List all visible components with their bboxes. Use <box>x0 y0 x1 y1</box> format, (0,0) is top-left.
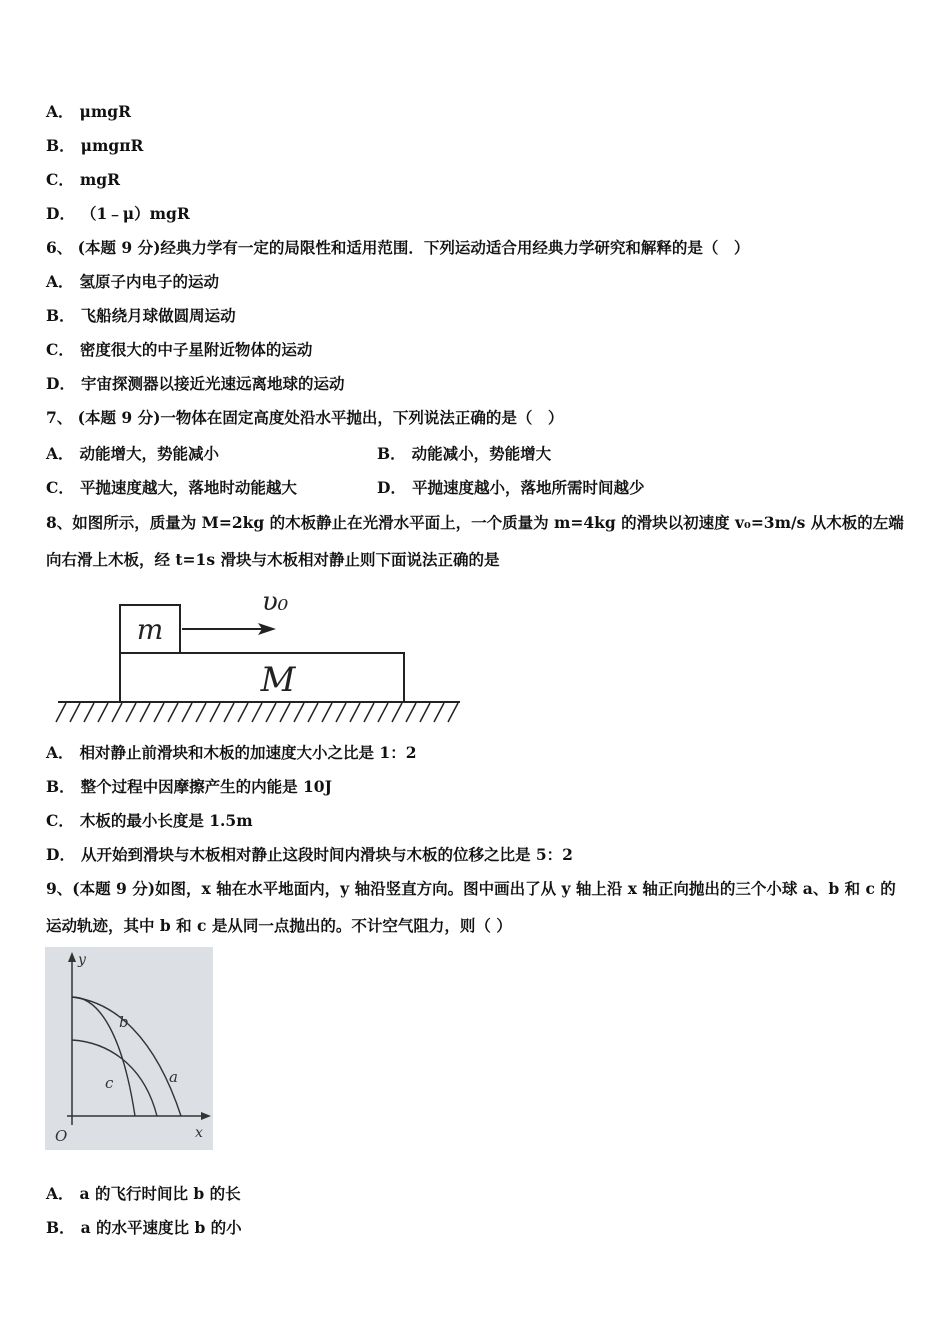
q8-option-d <box>46 845 573 865</box>
q9-option-b <box>46 1218 242 1238</box>
option-text: 动能减小，势能增大 <box>411 444 552 463</box>
option-label: A． <box>46 444 74 463</box>
q6-option-b <box>46 306 236 326</box>
q7-option-c <box>46 478 297 498</box>
option-label: B． <box>46 1218 75 1237</box>
option-text: 整个过程中因摩擦产生的内能是 10J <box>80 777 332 796</box>
q6-option-c <box>46 340 312 360</box>
q8-stem-line2: 向右滑上木板，经 t=1s 滑块与木板相对静止则下面说法正确的是 <box>46 550 500 569</box>
option-label: B． <box>377 444 406 463</box>
option-label: A． <box>46 743 74 762</box>
option-text: a 的水平速度比 b 的小 <box>80 1218 242 1237</box>
option-text: μmgR <box>79 102 131 121</box>
curve-b-label: b <box>119 1013 129 1031</box>
option-text: 平抛速度越小，落地所需时间越少 <box>411 478 645 497</box>
origin-label: O <box>55 1127 68 1145</box>
option-label: A． <box>46 102 74 121</box>
ground-hatching <box>56 703 458 722</box>
option-text: 飞船绕月球做圆周运动 <box>80 306 236 325</box>
q9-option-a <box>46 1184 241 1204</box>
q6-option-a <box>46 272 219 292</box>
curve-a-label: a <box>169 1068 178 1086</box>
option-text: 平抛速度越大，落地时动能越大 <box>79 478 297 497</box>
large-board-label: M <box>260 660 296 700</box>
q9-stem-line2: 运动轨迹，其中 b 和 c 是从同一点抛出的。不计空气阻力，则（ ） <box>46 916 512 935</box>
option-text: 木板的最小长度是 1.5m <box>79 811 253 830</box>
q7-stem: 7、 (本题 9 分)一物体在固定高度处沿水平抛出，下列说法正确的是（ ） <box>46 408 564 427</box>
option-text: 从开始到滑块与木板相对静止这段时间内滑块与木板的位移之比是 5：2 <box>80 845 573 864</box>
option-label: C． <box>46 811 74 830</box>
option-text: 相对静止前滑块和木板的加速度大小之比是 1：2 <box>79 743 417 762</box>
q9-stem-line1: 9、(本题 9 分)如图，x 轴在水平地面内，y 轴沿竖直方向。图中画出了从 y 轴上沿 x 轴正向抛出的三个小球 a、b 和 c 的 <box>46 879 896 898</box>
q8-option-a <box>46 743 417 763</box>
option-text: 动能增大，势能减小 <box>79 444 220 463</box>
q5-option-a <box>46 102 131 122</box>
curve-c-label: c <box>105 1074 114 1092</box>
q5-option-d <box>46 204 190 224</box>
option-label: A． <box>46 272 74 291</box>
option-text: （1﹣μ）mgR <box>80 204 190 223</box>
option-label: B． <box>46 777 75 796</box>
q8-option-c <box>46 811 253 831</box>
q5-option-b <box>46 136 143 156</box>
q9-figure <box>45 947 213 1150</box>
option-text: μmgπR <box>80 136 144 155</box>
option-label: D． <box>46 374 75 393</box>
q8-figure <box>50 586 462 728</box>
trajectory-b-lower <box>72 1040 157 1116</box>
q6-stem: 6、 (本题 9 分)经典力学有一定的局限性和适用范围．下列运动适合用经典力学研究和解释的是（ ） <box>46 238 750 257</box>
option-label: D． <box>46 845 75 864</box>
y-axis-arrow <box>68 952 76 962</box>
option-label: C． <box>46 340 74 359</box>
q5-option-c <box>46 170 120 190</box>
y-axis-label: y <box>78 952 86 968</box>
option-text: 密度很大的中子星附近物体的运动 <box>79 340 313 359</box>
option-text: mgR <box>79 170 120 189</box>
option-label: B． <box>46 136 75 155</box>
small-block-label: m <box>136 613 164 646</box>
q8-stem-line1: 8、如图所示，质量为 M=2kg 的木板静止在光滑水平面上，一个质量为 m=4kg 的滑块以初速度 v₀=3m/s 从木板的左端 <box>46 513 904 532</box>
option-label: D． <box>377 478 406 497</box>
option-label: C． <box>46 478 74 497</box>
q6-option-d <box>46 374 344 394</box>
velocity-label: υ₀ <box>262 587 289 617</box>
option-label: D． <box>46 204 75 223</box>
option-text: 氢原子内电子的运动 <box>79 272 220 291</box>
x-axis-arrow <box>201 1112 211 1120</box>
q8-option-b <box>46 777 332 797</box>
option-label: C． <box>46 170 74 189</box>
option-label: A． <box>46 1184 74 1203</box>
q7-option-a <box>46 444 219 464</box>
option-text: 宇宙探测器以接近光速远离地球的运动 <box>80 374 345 393</box>
option-label: B． <box>46 306 75 325</box>
q7-option-b <box>377 444 551 464</box>
q7-option-d <box>377 478 644 498</box>
option-text: a 的飞行时间比 b 的长 <box>79 1184 241 1203</box>
x-axis-label: x <box>195 1125 203 1141</box>
